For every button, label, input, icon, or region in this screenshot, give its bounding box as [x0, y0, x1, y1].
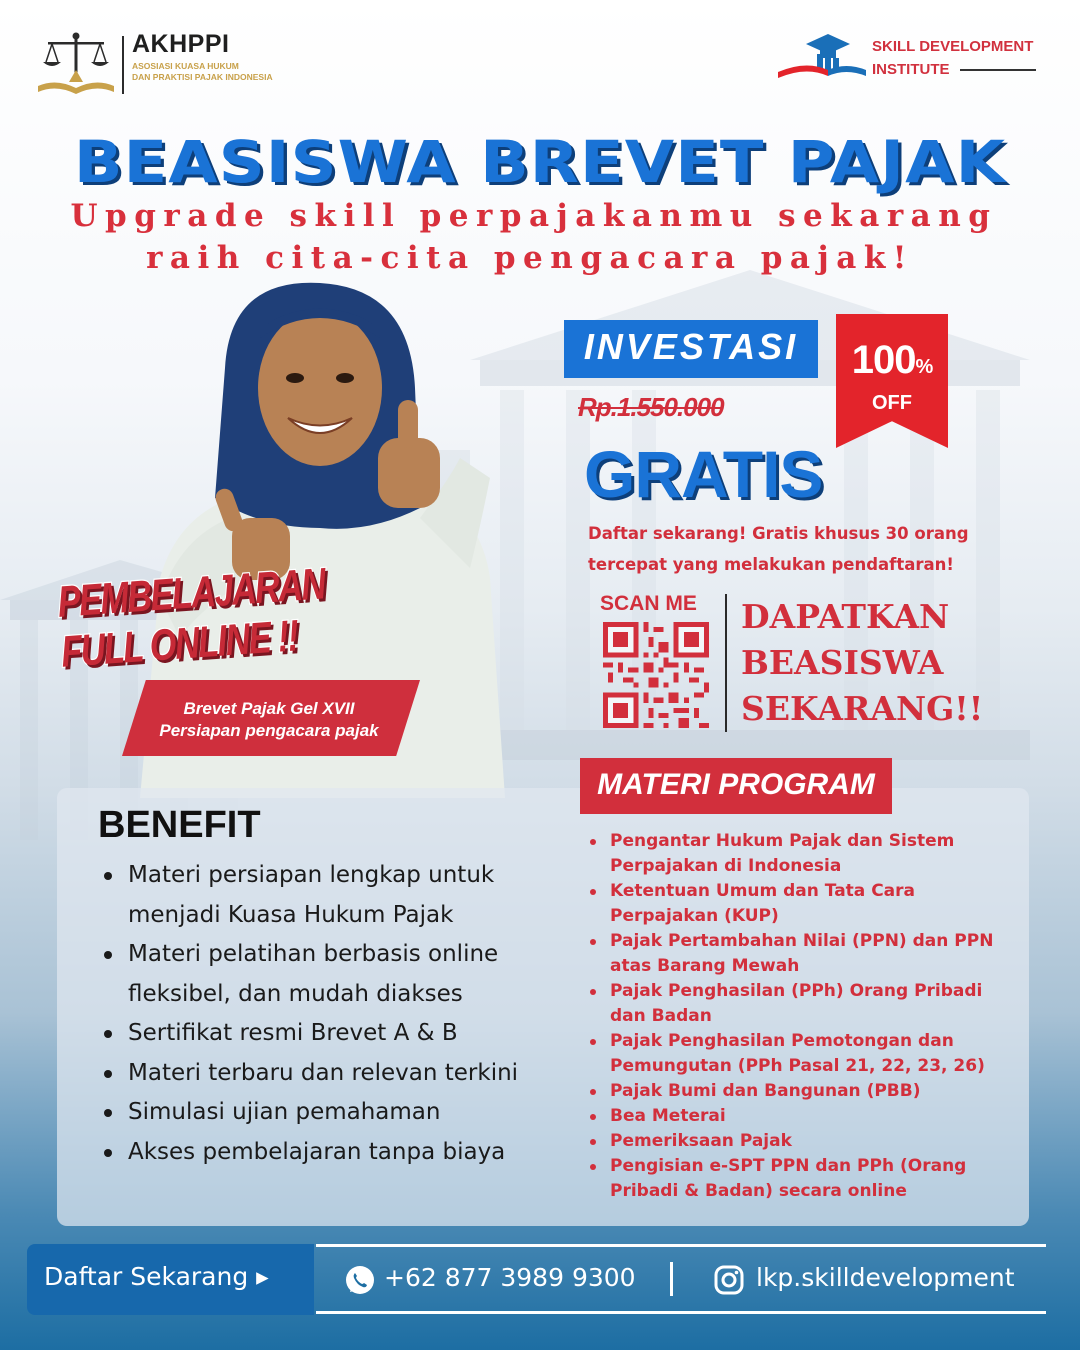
scan-me-label: SCAN ME [600, 592, 697, 615]
old-price: Rp.1.550.000 [578, 392, 724, 422]
materi-item: Pengantar Hukum Pajak dan Sistem Perpajakan di Indonesia [588, 829, 1018, 879]
gel-line-2: Persiapan pengacara pajak [159, 721, 379, 740]
footer-line-bottom [316, 1311, 1046, 1314]
materi-title: MATERI PROGRAM [597, 768, 875, 801]
sdi-underline [960, 69, 1036, 71]
subtitle-line-1: Upgrade skill perpajakanmu sekarang [70, 198, 998, 234]
sdi-logo [776, 32, 1036, 84]
akhppi-subtitle-2: DAN PRAKTISI PAJAK INDONESIA [132, 72, 273, 82]
materi-item: Bea Meterai [588, 1104, 1018, 1129]
materi-item: Pajak Pertambahan Nilai (PPN) dan PPN atas Barang Mewah [588, 929, 1018, 979]
discount-off-label: OFF [872, 392, 912, 414]
benefit-item: Simulasi ujian pemahaman [100, 1093, 540, 1133]
materi-item: Pemeriksaan Pajak [588, 1129, 1018, 1154]
akhppi-text [132, 30, 273, 83]
gratis-label: GRATIS [584, 437, 823, 511]
discount-unit: % [915, 356, 933, 378]
investasi-label: INVESTASI [583, 326, 799, 367]
instagram-handle[interactable]: lkp.skilldevelopment [756, 1263, 1015, 1292]
discount-value: 100 [851, 338, 916, 382]
benefit-item: Materi terbaru dan relevan terkini [100, 1054, 540, 1094]
whatsapp-icon [344, 1264, 376, 1296]
qr-code-icon[interactable] [601, 622, 711, 728]
benefit-title: BENEFIT [98, 804, 261, 846]
footer-line-top [316, 1244, 1046, 1247]
logo-divider [122, 36, 124, 94]
register-button-label[interactable]: Daftar Sekarang ▸ [44, 1262, 269, 1291]
gel-text [134, 698, 404, 742]
benefit-item: Sertifikat resmi Brevet A & B [100, 1014, 540, 1054]
instagram-icon [713, 1264, 745, 1296]
benefit-item: Materi persiapan lengkap untuk menjadi Kuasa Hukum Pajak [100, 856, 540, 935]
sdi-line2: INSTITUTE [872, 61, 950, 78]
materi-list [588, 829, 1018, 1204]
materi-item: Pengisian e-SPT PPN dan PPh (Orang Pribadi & Badan) secara online [588, 1154, 1018, 1204]
pembelajaran-line-1: PEMBELAJARAN [56, 559, 327, 627]
footer-divider [670, 1262, 673, 1296]
cta-line-3: SEKARANG!! [741, 689, 984, 728]
pembelajaran-line-2: FULL ONLINE !! [59, 611, 300, 677]
registration-note [588, 518, 1008, 580]
akhppi-logo [36, 30, 273, 98]
note-line-1: Daftar sekarang! Gratis khusus 30 orang [588, 524, 969, 543]
discount-percent [836, 338, 948, 383]
note-line-2: tercepat yang melakukan pendaftaran! [588, 555, 954, 574]
cta-line-1: DAPATKAN [741, 597, 950, 636]
benefit-item: Akses pembelajaran tanpa biaya [100, 1133, 540, 1173]
akhppi-brand: AKHPPI [132, 30, 230, 58]
sdi-line1: SKILL DEVELOPMENT [872, 38, 1034, 55]
materi-item: Ketentuan Umum dan Tata Cara Perpajakan (KUP) [588, 879, 1018, 929]
sdi-text [872, 35, 1036, 81]
gel-line-1: Brevet Pajak Gel XVII [183, 699, 355, 718]
phone-number[interactable]: +62 877 3989 9300 [384, 1263, 636, 1292]
cta-line-2: BEASISWA [741, 643, 944, 682]
materi-item: Pajak Bumi dan Bangunan (PBB) [588, 1079, 1018, 1104]
scan-divider [725, 594, 727, 732]
page-title: BEASISWA BREVET PAJAK [73, 128, 1007, 196]
benefit-list [100, 856, 540, 1172]
justice-scale-icon [36, 30, 116, 98]
materi-item: Pajak Penghasilan Pemotongan dan Pemungutan (PPh Pasal 21, 22, 23, 26) [588, 1029, 1018, 1079]
subtitle-line-2: raih cita-cita pengacara pajak! [146, 240, 914, 276]
graduation-cap-icon [776, 32, 868, 84]
scholarship-cta [741, 594, 983, 732]
materi-item: Pajak Penghasilan (PPh) Orang Pribadi dan Badan [588, 979, 1018, 1029]
benefit-item: Materi pelatihan berbasis online fleksibel, dan mudah diakses [100, 935, 540, 1014]
akhppi-subtitle-1: ASOSIASI KUASA HUKUM [132, 61, 239, 71]
sdi-line2-wrap [872, 58, 1036, 81]
